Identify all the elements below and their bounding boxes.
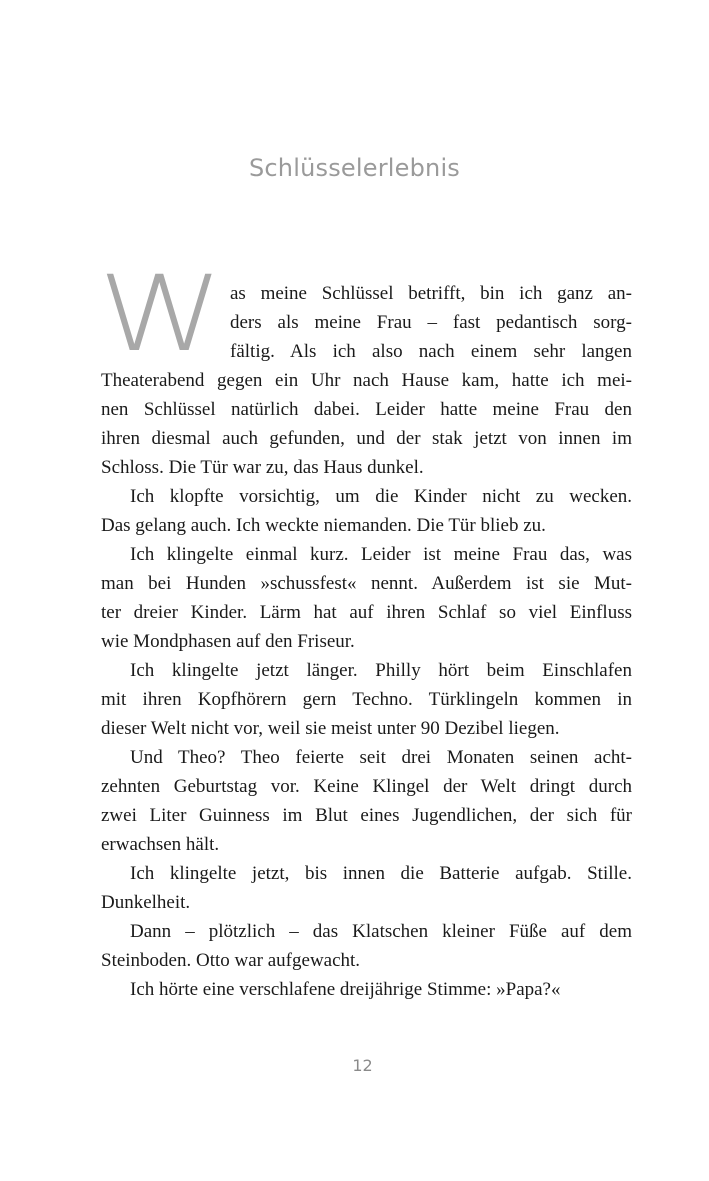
text-line: Ich klopfte vorsichtig, um die Kinder nicht zu wecken. xyxy=(130,486,632,507)
text-line: zehnten Geburtstag vor. Keine Klingel der Welt dringt durch xyxy=(101,776,632,797)
text-line: erwachsen hält. xyxy=(101,834,220,855)
text-line: man bei Hunden »schussfest« nennt. Außerdem ist sie Mut- xyxy=(101,573,632,594)
paragraph xyxy=(101,540,632,656)
text-line: ders als meine Frau – fast pedantisch sorg- xyxy=(230,312,632,333)
text-line: Schloss. Die Tür war zu, das Haus dunkel. xyxy=(101,457,424,478)
text-line: nen Schlüssel natürlich dabei. Leider hatte meine Frau den xyxy=(101,399,632,420)
text-line: dieser Welt nicht vor, weil sie meist unter 90 Dezibel liegen. xyxy=(101,718,560,739)
chapter-title: Schlüsselerlebnis xyxy=(248,154,461,182)
paragraph xyxy=(101,743,632,859)
paragraph xyxy=(101,482,632,540)
drop-cap: W xyxy=(98,253,224,375)
paragraph xyxy=(101,656,632,743)
text-line: as meine Schlüssel betrifft, bin ich ganz an- xyxy=(230,283,632,304)
text-line: fältig. Als ich also nach einem sehr langen xyxy=(230,341,632,362)
text-line: Ich klingelte einmal kurz. Leider ist meine Frau das, was xyxy=(130,544,632,565)
text-line: zwei Liter Guinness im Blut eines Jugendlichen, der sich für xyxy=(101,805,632,826)
text-line: ter dreier Kinder. Lärm hat auf ihren Schlaf so viel Einfluss xyxy=(101,602,632,623)
text-line: wie Mondphasen auf den Friseur. xyxy=(101,631,355,652)
paragraph xyxy=(101,975,632,1004)
text-line: Theaterabend gegen ein Uhr nach Hause kam, hatte ich mei- xyxy=(101,370,632,391)
text-line: Ich klingelte jetzt, bis innen die Batterie aufgab. Stille. xyxy=(130,863,632,884)
text-line: Dann – plötzlich – das Klatschen kleiner Füße auf dem xyxy=(130,921,632,942)
text-line: Und Theo? Theo feierte seit drei Monaten seinen acht- xyxy=(130,747,632,768)
text-line: mit ihren Kopfhörern gern Techno. Türklingeln kommen in xyxy=(101,689,632,710)
text-line: Steinboden. Otto war aufgewacht. xyxy=(101,950,361,971)
paragraph xyxy=(101,859,632,917)
page-number: 12 xyxy=(352,1056,373,1075)
text-line: Ich hörte eine verschlafene dreijährige Stimme: »Papa?« xyxy=(130,979,561,1000)
text-line: Dunkelheit. xyxy=(101,892,191,913)
paragraph xyxy=(101,279,632,482)
text-line: Ich klingelte jetzt länger. Philly hört beim Einschlafen xyxy=(130,660,632,681)
paragraph xyxy=(101,917,632,975)
body-text xyxy=(101,279,632,1004)
text-line: ihren diesmal auch gefunden, und der stak jetzt von innen im xyxy=(101,428,632,449)
text-line: Das gelang auch. Ich weckte niemanden. Die Tür blieb zu. xyxy=(101,515,546,536)
